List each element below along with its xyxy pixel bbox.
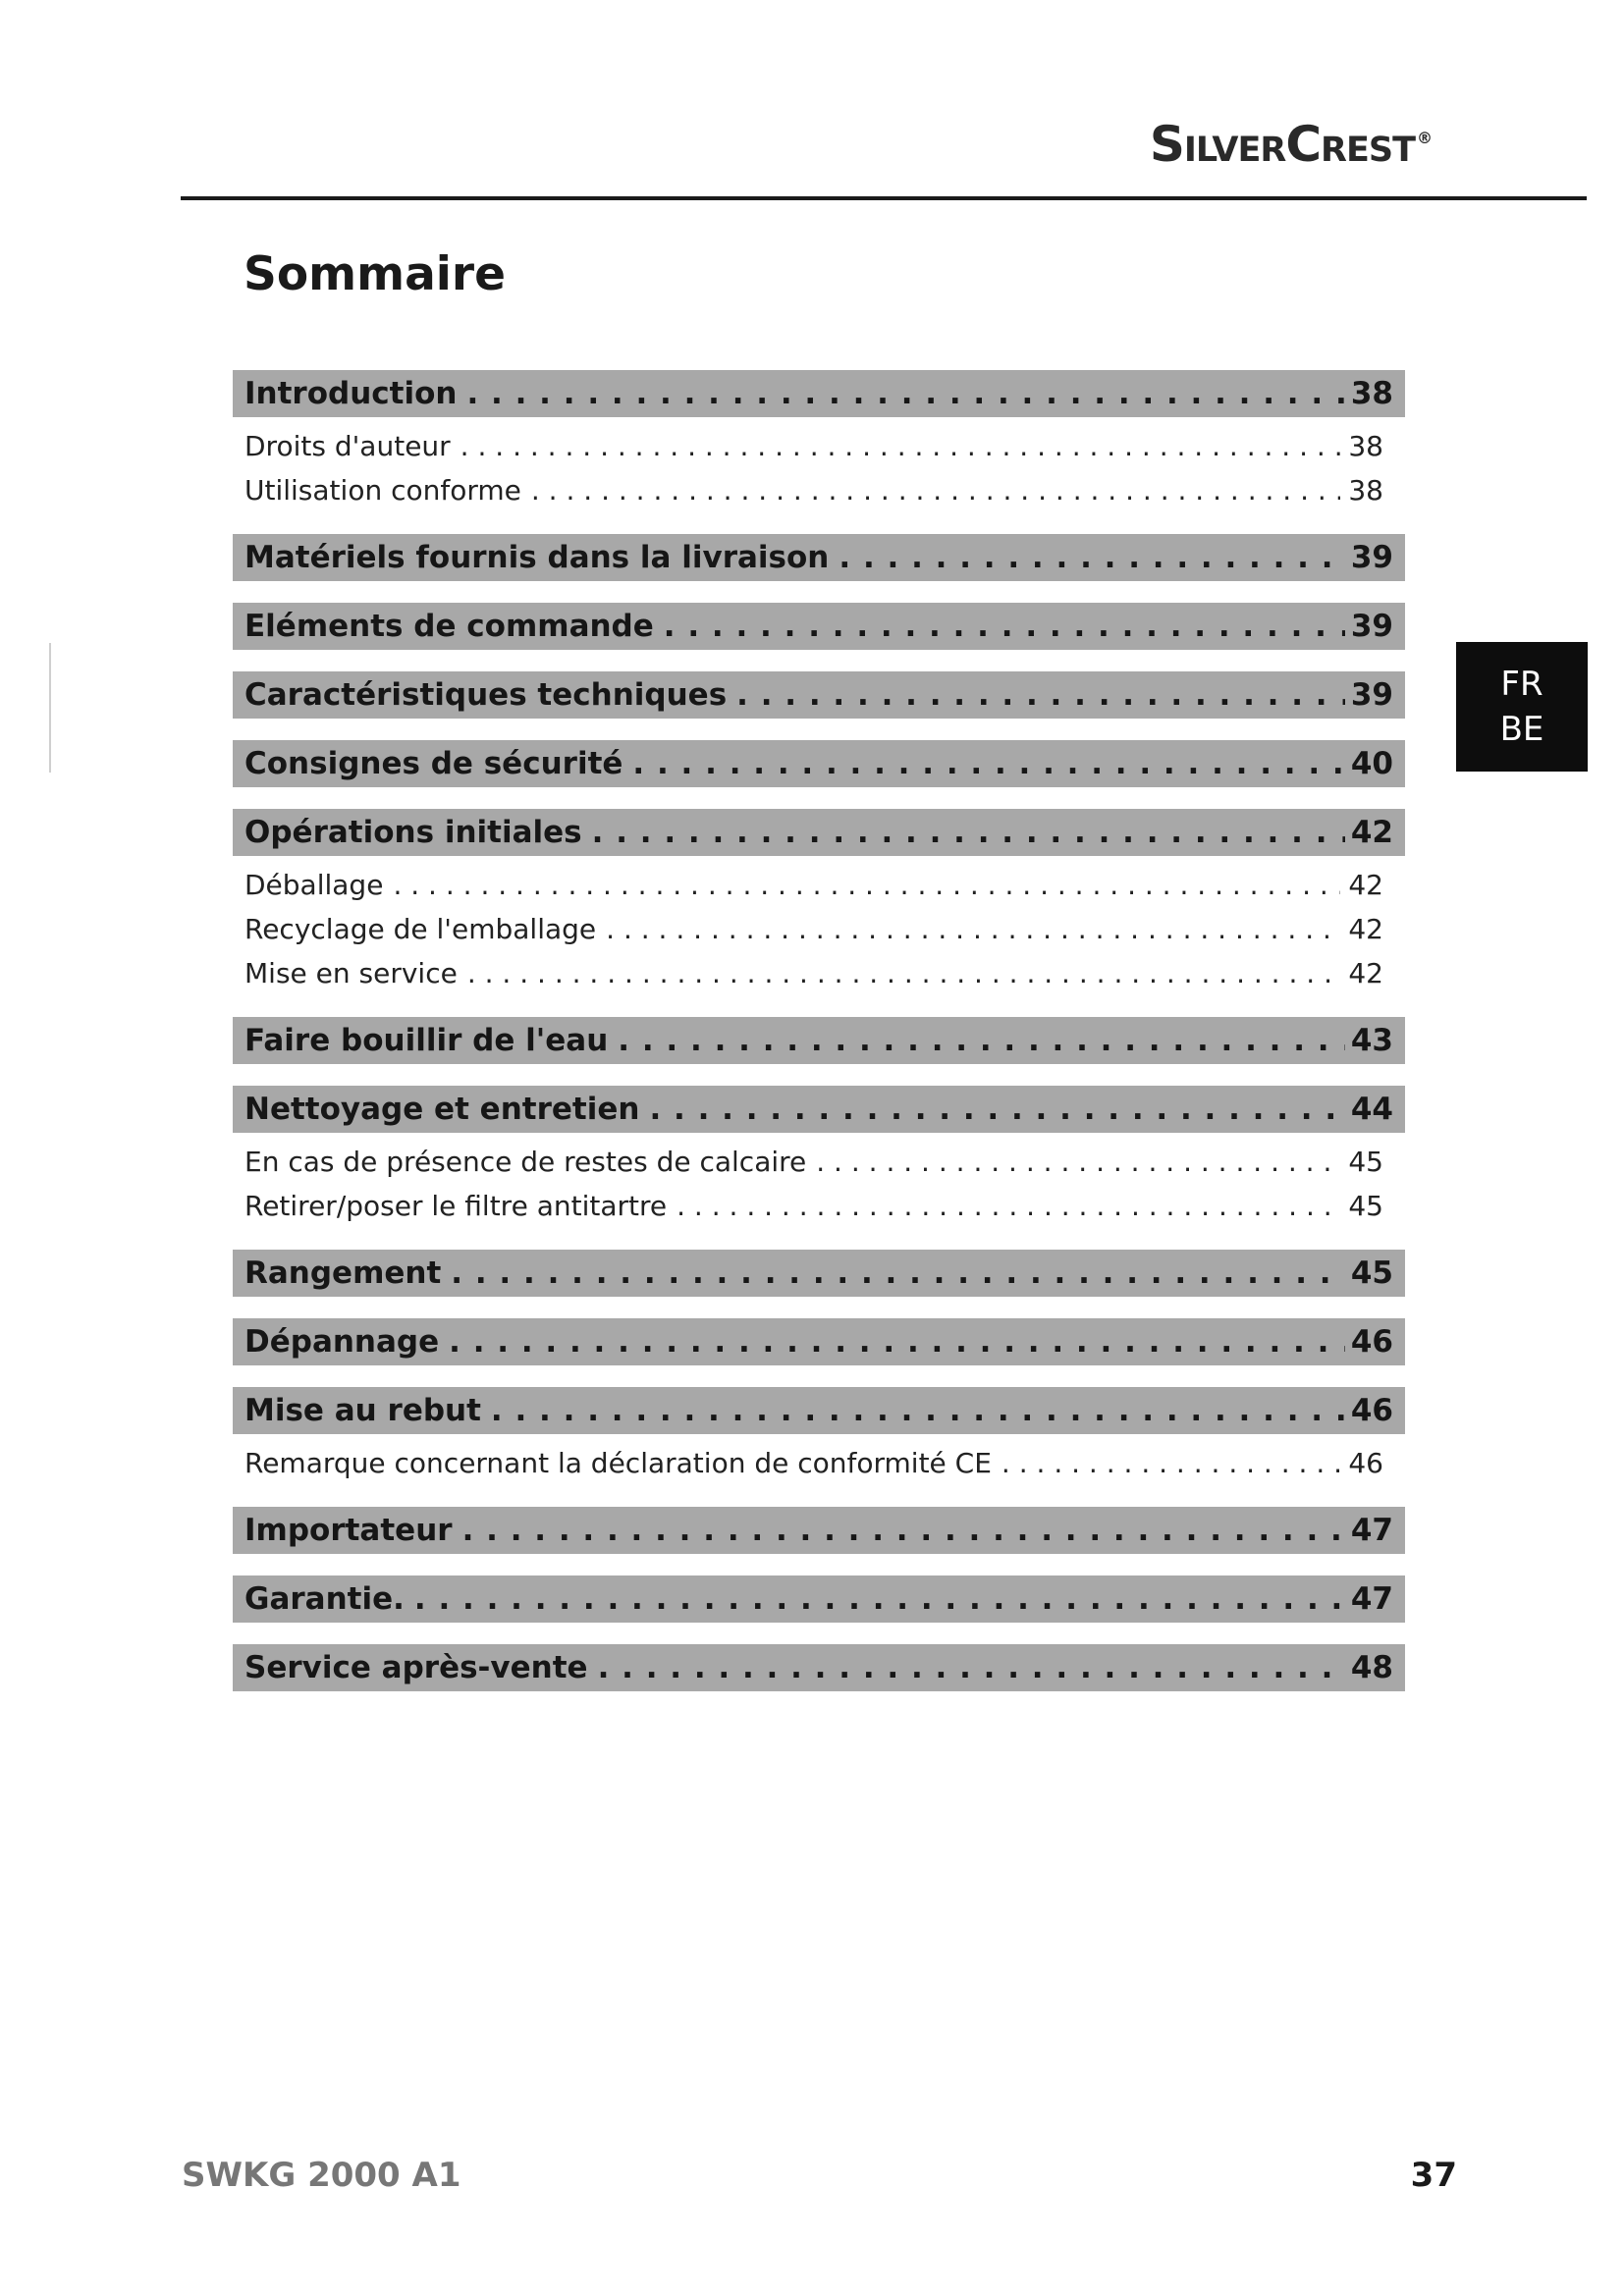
dot-leader <box>462 1507 1345 1554</box>
table-of-contents <box>233 348 1405 1691</box>
toc-section-label: Garantie. <box>244 1581 405 1617</box>
toc-subsection-page: 42 <box>1348 913 1383 945</box>
dot-leader <box>839 534 1344 581</box>
dot-leader <box>606 907 1340 951</box>
header-rule <box>181 196 1587 200</box>
toc-subsection-label: Droits d'auteur <box>244 430 451 462</box>
toc-subsection-page: 46 <box>1348 1447 1383 1479</box>
toc-section-page: 40 <box>1350 746 1393 781</box>
toc-subsection[interactable] <box>233 951 1405 995</box>
dot-leader <box>467 951 1341 995</box>
toc-subsection-page: 38 <box>1348 430 1383 462</box>
dot-leader <box>1001 1441 1340 1485</box>
page-title: Sommaire <box>244 247 506 301</box>
toc-section-label: Mise au rebut <box>244 1393 481 1428</box>
dot-leader <box>393 863 1340 907</box>
toc-section-label: Consignes de sécurité <box>244 746 623 781</box>
toc-subsection-label: Utilisation conforme <box>244 474 521 507</box>
language-tab <box>1456 642 1588 772</box>
dot-leader <box>618 1017 1345 1064</box>
dot-leader <box>632 740 1344 787</box>
dot-leader <box>598 1644 1345 1691</box>
dot-leader <box>491 1387 1345 1434</box>
toc-subsection-page: 45 <box>1348 1190 1383 1222</box>
toc-section-label: Introduction <box>244 376 458 411</box>
toc-subsection[interactable] <box>233 468 1405 512</box>
toc-subsection-label: En cas de présence de restes de calcaire <box>244 1146 807 1178</box>
toc-section-page: 47 <box>1350 1513 1393 1548</box>
toc-section-label: Service après-vente <box>244 1650 588 1685</box>
toc-section[interactable] <box>233 740 1405 787</box>
toc-section-page: 39 <box>1350 677 1393 713</box>
dot-leader <box>531 468 1340 512</box>
toc-section-label: Nettoyage et entretien <box>244 1092 640 1127</box>
toc-section-label: Rangement <box>244 1255 442 1291</box>
toc-subsection-label: Recyclage de l'emballage <box>244 913 597 945</box>
toc-section[interactable] <box>233 1387 1405 1434</box>
toc-subsection-label: Retirer/poser le filtre antitartre <box>244 1190 668 1222</box>
toc-section-page: 43 <box>1350 1023 1393 1058</box>
toc-section[interactable] <box>233 1644 1405 1691</box>
toc-section-page: 39 <box>1350 540 1393 575</box>
dot-leader <box>736 671 1345 719</box>
toc-subsection[interactable] <box>233 1140 1405 1184</box>
toc-subsection[interactable] <box>233 1184 1405 1228</box>
dot-leader <box>816 1140 1340 1184</box>
toc-section[interactable] <box>233 671 1405 719</box>
toc-section-page: 44 <box>1350 1092 1393 1127</box>
toc-section-page: 45 <box>1350 1255 1393 1291</box>
dot-leader <box>649 1086 1344 1133</box>
toc-section[interactable] <box>233 1318 1405 1365</box>
toc-section-label: Dépannage <box>244 1324 440 1360</box>
toc-section-label: Importateur <box>244 1513 453 1548</box>
toc-subsection[interactable] <box>233 863 1405 907</box>
toc-subsection-page: 38 <box>1348 474 1383 507</box>
toc-section-label: Caractéristiques techniques <box>244 677 728 713</box>
toc-section[interactable] <box>233 1575 1405 1623</box>
dot-leader <box>466 370 1344 417</box>
toc-subsection-label: Mise en service <box>244 957 458 989</box>
toc-section[interactable] <box>233 1086 1405 1133</box>
footer-model: SWKG 2000 A1 <box>182 2156 461 2195</box>
toc-section-page: 42 <box>1350 815 1393 850</box>
toc-subsection-page: 42 <box>1348 869 1383 901</box>
toc-section-label: Opérations initiales <box>244 815 582 850</box>
footer-page-number: 37 <box>1410 2156 1457 2195</box>
toc-section[interactable] <box>233 534 1405 581</box>
toc-subsection-page: 45 <box>1348 1146 1383 1178</box>
toc-section-label: Eléments de commande <box>244 609 654 644</box>
brand-name: SilverCrest <box>1149 116 1415 173</box>
toc-section-page: 48 <box>1350 1650 1393 1685</box>
toc-subsection-label: Déballage <box>244 869 384 901</box>
language-code-fr: FR <box>1500 665 1543 704</box>
dot-leader <box>414 1575 1345 1623</box>
toc-section-page: 46 <box>1350 1393 1393 1428</box>
toc-section[interactable] <box>233 603 1405 650</box>
margin-mark <box>49 643 51 773</box>
registered-mark: ® <box>1417 129 1432 148</box>
dot-leader <box>451 1250 1345 1297</box>
dot-leader <box>460 424 1341 468</box>
dot-leader <box>592 809 1345 856</box>
toc-section-page: 39 <box>1350 609 1393 644</box>
dot-leader <box>664 603 1345 650</box>
toc-section[interactable] <box>233 1017 1405 1064</box>
toc-section-page: 38 <box>1350 376 1393 411</box>
toc-section[interactable] <box>233 370 1405 417</box>
toc-section-label: Faire bouillir de l'eau <box>244 1023 609 1058</box>
toc-subsection[interactable] <box>233 907 1405 951</box>
language-code-be: BE <box>1499 710 1544 749</box>
toc-section[interactable] <box>233 1507 1405 1554</box>
toc-section[interactable] <box>233 1250 1405 1297</box>
toc-subsection-label: Remarque concernant la déclaration de conformité CE <box>244 1447 992 1479</box>
dot-leader <box>677 1184 1340 1228</box>
toc-subsection[interactable] <box>233 1441 1405 1485</box>
toc-subsection[interactable] <box>233 424 1405 468</box>
brand-logo <box>1150 116 1432 173</box>
toc-subsection-page: 42 <box>1348 957 1383 989</box>
toc-section-label: Matériels fournis dans la livraison <box>244 540 830 575</box>
dot-leader <box>449 1318 1345 1365</box>
toc-section-page: 47 <box>1350 1581 1393 1617</box>
toc-section-page: 46 <box>1350 1324 1393 1360</box>
toc-section[interactable] <box>233 809 1405 856</box>
